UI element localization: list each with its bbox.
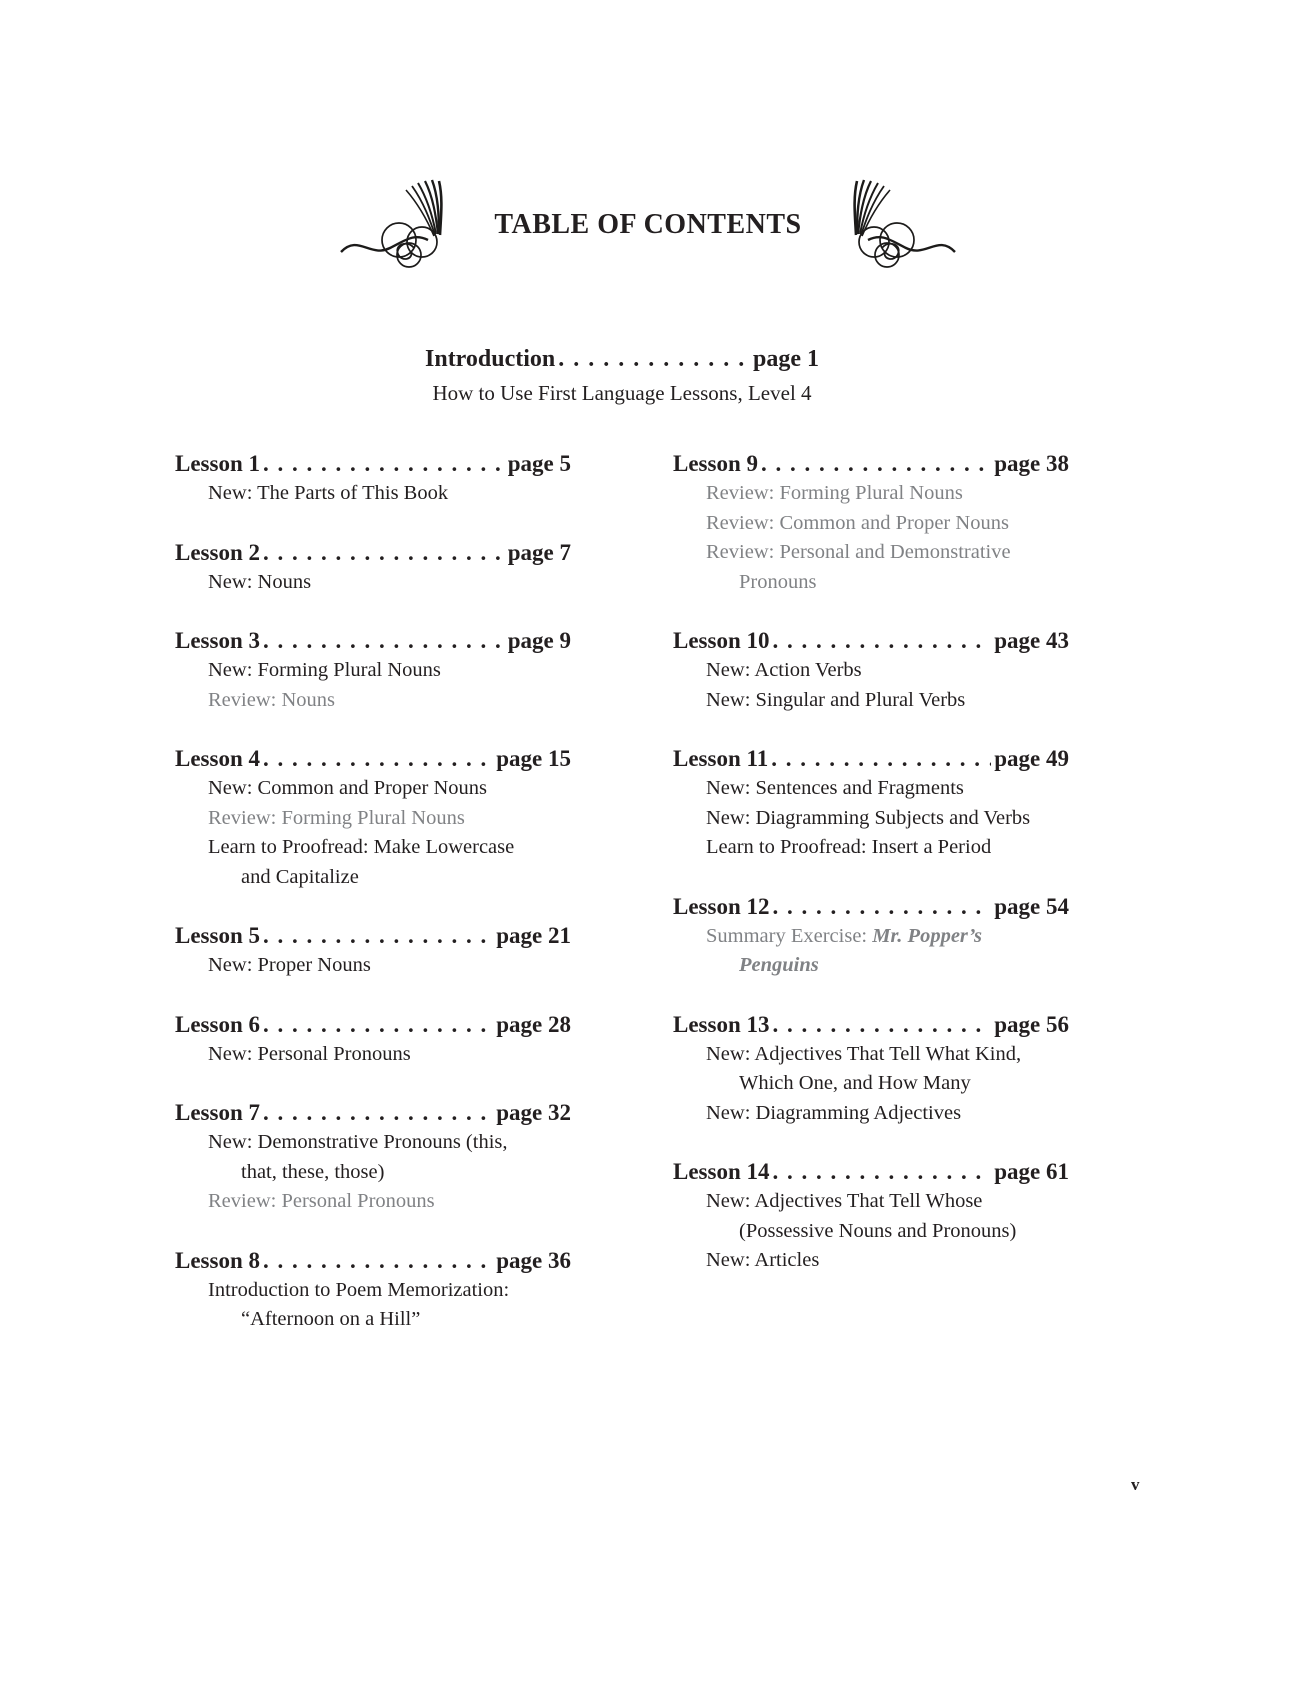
dot-leader — [558, 344, 750, 374]
dot-leader — [263, 1097, 493, 1128]
lesson-entry — [175, 1097, 571, 1217]
flourish-right-icon — [824, 178, 958, 280]
lesson-entry — [673, 1156, 1069, 1276]
dot-leader — [263, 537, 505, 568]
lesson-subitem — [673, 1246, 1069, 1276]
lesson-subitem — [175, 1305, 571, 1335]
lesson-subitem — [175, 1158, 571, 1188]
lesson-entry — [175, 743, 571, 892]
subitem-text: and Capitalize — [241, 865, 359, 888]
subitem-text: New: Diagramming Subjects and Verbs — [706, 806, 1031, 829]
lesson-title-line — [175, 537, 571, 568]
lesson-subitem — [673, 922, 1069, 952]
lesson-title: Lesson 4 — [175, 746, 260, 771]
lesson-page-number: page 9 — [507, 628, 571, 653]
lesson-title: Lesson 6 — [175, 1011, 260, 1037]
subitem-text: New: Forming Plural Nouns — [208, 659, 441, 681]
subitem-text: New: Nouns — [208, 570, 312, 593]
lesson-title-line — [673, 1156, 1069, 1187]
lesson-title: Lesson 8 — [175, 1247, 260, 1273]
lesson-title-line — [673, 625, 1069, 656]
lesson-title: Lesson 7 — [175, 1100, 260, 1125]
toc-columns — [175, 448, 1069, 1363]
dot-leader — [263, 920, 493, 951]
lesson-page-number: page 32 — [496, 1100, 571, 1125]
introduction-subtitle: How to Use First Language Lessons, Level 4 — [432, 381, 812, 405]
subitem-text: Which One, and How Many — [739, 1072, 971, 1094]
subitem-text: Introduction to Poem Memorization: — [208, 1278, 510, 1301]
lesson-subitem — [175, 804, 571, 834]
subitem-text: New: The Parts of This Book — [208, 482, 449, 504]
lesson-title-line — [175, 625, 571, 656]
lesson-page-number: page 36 — [496, 1247, 571, 1273]
subitem-text: New: Adjectives That Tell Whose — [706, 1190, 983, 1212]
lesson-page-number: page 7 — [507, 539, 571, 565]
lesson-subitem — [673, 774, 1069, 804]
toc-header — [0, 178, 1296, 280]
lesson-title-line — [175, 448, 571, 479]
lesson-subitem — [175, 686, 571, 716]
dot-leader — [773, 891, 992, 922]
subitem-text: New: Demonstrative Pronouns (this, — [208, 1131, 508, 1153]
lesson-subitem — [673, 568, 1069, 598]
introduction-block — [175, 344, 1069, 407]
subitem-text: Learn to Proofread: Make Lowercase — [208, 836, 515, 858]
lesson-subitem — [673, 1099, 1069, 1129]
lesson-subitem — [175, 479, 571, 509]
subitem-text: Pronouns — [739, 570, 817, 593]
lesson-subitem — [673, 509, 1069, 539]
lesson-entry — [175, 625, 571, 715]
dot-leader — [773, 1156, 992, 1187]
subitem-text: Review: Personal and Demonstrative — [706, 541, 1011, 563]
lesson-title-line — [175, 1009, 571, 1040]
subitem-text: (Possessive Nouns and Pronouns) — [739, 1219, 1017, 1242]
dot-leader — [773, 1009, 992, 1040]
lesson-subitem — [175, 1040, 571, 1070]
subitem-text: Review: Forming Plural Nouns — [706, 482, 963, 504]
subitem-text: New: Action Verbs — [706, 659, 862, 681]
subitem-text: Summary Exercise: — [706, 924, 873, 947]
lesson-entry — [673, 891, 1069, 981]
lesson-title-line — [673, 1009, 1069, 1040]
lesson-subitem — [673, 656, 1069, 686]
lesson-title-line — [175, 1097, 571, 1128]
page-title: TABLE OF CONTENTS — [494, 209, 802, 240]
lesson-title: Lesson 9 — [673, 451, 758, 476]
lesson-subitem — [673, 833, 1069, 863]
folio-page-number: v — [1131, 1475, 1140, 1494]
lesson-subitem — [175, 568, 571, 598]
lesson-page-number: page 38 — [994, 451, 1069, 476]
lesson-subitem — [175, 1187, 571, 1217]
dot-leader — [263, 743, 493, 774]
lesson-title-line — [175, 920, 571, 951]
lesson-title-line — [673, 891, 1069, 922]
lesson-subitem — [673, 1187, 1069, 1217]
toc-column-right — [673, 448, 1069, 1363]
subitem-text: New: Proper Nouns — [208, 954, 371, 976]
lesson-page-number: page 21 — [496, 923, 571, 948]
lesson-page-number: page 5 — [507, 451, 571, 476]
subitem-text: New: Singular and Plural Verbs — [706, 688, 966, 711]
lesson-title-line — [673, 743, 1069, 774]
dot-leader — [771, 743, 991, 774]
lesson-subitem — [175, 774, 571, 804]
lesson-title-line — [673, 448, 1069, 479]
lesson-entry — [175, 1009, 571, 1070]
subitem-text: Learn to Proofread: Insert a Period — [706, 836, 992, 858]
lesson-entry — [175, 537, 571, 598]
lesson-subitem — [175, 1276, 571, 1306]
subitem-text: New: Common and Proper Nouns — [208, 777, 488, 799]
subitem-text: New: Diagramming Adjectives — [706, 1101, 962, 1124]
subitem-text: “Afternoon on a Hill” — [241, 1308, 421, 1330]
subitem-text: that, these, those) — [241, 1160, 385, 1183]
lesson-title: Lesson 5 — [175, 923, 260, 948]
lesson-subitem — [673, 1069, 1069, 1099]
dot-leader — [761, 448, 991, 479]
lesson-title: Lesson 1 — [175, 451, 260, 476]
lesson-subitem — [175, 1128, 571, 1158]
lesson-page-number: page 61 — [994, 1159, 1069, 1184]
lesson-title: Lesson 14 — [673, 1159, 770, 1184]
lesson-subitem — [673, 1040, 1069, 1070]
lesson-page-number: page 43 — [994, 628, 1069, 653]
lesson-entry — [175, 448, 571, 509]
lesson-subitem — [673, 538, 1069, 568]
subitem-text: New: Sentences and Fragments — [706, 777, 964, 799]
lesson-subitem — [175, 656, 571, 686]
subitem-text: New: Personal Pronouns — [208, 1042, 411, 1065]
lesson-subitem — [673, 686, 1069, 716]
lesson-title-line — [175, 743, 571, 774]
lesson-page-number: page 28 — [496, 1011, 571, 1037]
lesson-entry — [673, 448, 1069, 597]
dot-leader — [263, 625, 505, 656]
lesson-subitem — [175, 863, 571, 893]
lesson-page-number: page 54 — [994, 893, 1069, 919]
book-title-text: Penguins — [739, 954, 819, 976]
book-title-text: Mr. Popper’s — [872, 924, 982, 947]
flourish-left-icon — [338, 178, 472, 280]
introduction-entry — [425, 344, 819, 374]
lesson-subitem — [673, 804, 1069, 834]
lesson-entry — [175, 1245, 571, 1335]
lesson-title: Lesson 11 — [673, 746, 769, 771]
toc-column-left — [175, 448, 571, 1363]
lesson-entry — [673, 743, 1069, 863]
dot-leader — [263, 448, 505, 479]
dot-leader — [263, 1245, 493, 1276]
lesson-page-number: page 15 — [496, 746, 571, 771]
dot-leader — [773, 625, 992, 656]
lesson-entry — [673, 1009, 1069, 1129]
subitem-text: Review: Common and Proper Nouns — [706, 511, 1009, 534]
introduction-page-number: page 1 — [753, 346, 819, 372]
lesson-title: Lesson 2 — [175, 539, 260, 565]
lesson-subitem — [673, 951, 1069, 981]
introduction-title: Introduction — [425, 346, 556, 372]
subitem-text: Review: Nouns — [208, 688, 335, 711]
lesson-title: Lesson 12 — [673, 893, 770, 919]
lesson-title-line — [175, 1245, 571, 1276]
lesson-entry — [175, 920, 571, 981]
subitem-text: New: Articles — [706, 1249, 820, 1271]
subitem-text: Review: Forming Plural Nouns — [208, 806, 465, 829]
lesson-subitem — [175, 951, 571, 981]
dot-leader — [263, 1009, 493, 1040]
lesson-subitem — [175, 833, 571, 863]
lesson-subitem — [673, 479, 1069, 509]
lesson-subitem — [673, 1217, 1069, 1247]
lesson-page-number: page 56 — [994, 1011, 1069, 1037]
subitem-text: New: Adjectives That Tell What Kind, — [706, 1042, 1022, 1065]
lesson-entry — [673, 625, 1069, 715]
lesson-title: Lesson 3 — [175, 628, 260, 653]
lesson-title: Lesson 10 — [673, 628, 770, 653]
lesson-title: Lesson 13 — [673, 1011, 770, 1037]
lesson-page-number: page 49 — [994, 746, 1069, 771]
subitem-text: Review: Personal Pronouns — [208, 1190, 435, 1212]
